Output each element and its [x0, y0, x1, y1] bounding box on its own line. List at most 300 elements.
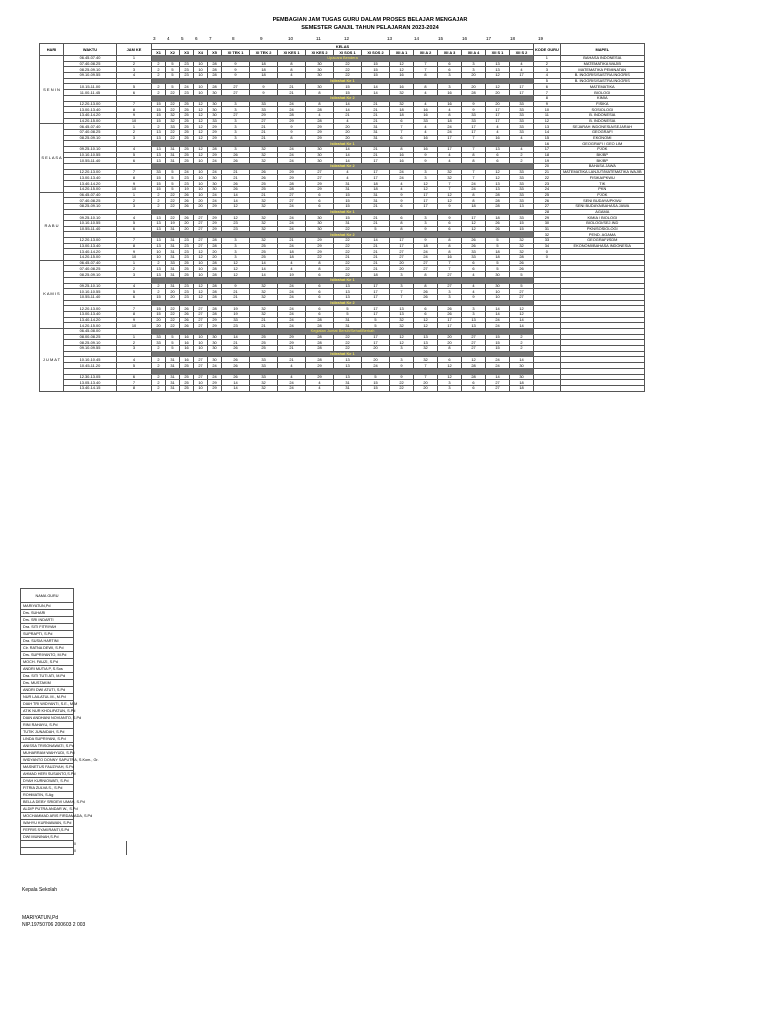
teacher-code-cell: 10 [194, 340, 208, 346]
jam-ke-cell: 6 [117, 294, 152, 300]
teacher-code-cell: 16 [438, 90, 462, 96]
teacher-code-cell: 4 [462, 283, 486, 289]
break-cell: Istirahat Ke 2 [152, 232, 534, 238]
teacher-code-cell: 29 [306, 363, 334, 369]
teacher-code-cell: 10 [194, 169, 208, 175]
teacher-code-cell: 23 [180, 283, 194, 289]
teacher-code-cell: 12 [194, 152, 208, 158]
teacher-code-cell: 6 [306, 203, 334, 209]
teacher-code-cell: 4 [510, 61, 534, 67]
teacher-code-cell: 5 [362, 323, 390, 329]
teacher-code-cell: 29 [208, 135, 222, 141]
teacher-code-cell: 24 [208, 158, 222, 164]
teacher-code-cell: 32 [438, 169, 462, 175]
teacher-code-cell: 24 [278, 158, 306, 164]
teacher-code-cell: 17 [414, 198, 438, 204]
teacher-code-cell: 16 [390, 73, 414, 79]
teacher-code-cell: 13 [152, 220, 166, 226]
teacher-code-cell: 26 [486, 226, 510, 232]
teacher-code-cell: 28 [208, 238, 222, 244]
teacher-code-cell: 12 [194, 118, 208, 124]
teacher-code-cell: 2 [152, 346, 166, 352]
teacher-code-cell: 31 [166, 255, 180, 261]
class-header: XII A 1 [390, 50, 414, 56]
teacher-code-cell: 17 [362, 294, 390, 300]
teacher-code-cell: 16 [414, 135, 438, 141]
teacher-code-cell: 28 [208, 294, 222, 300]
teacher-code-cell: 26 [250, 169, 278, 175]
teacher-code-cell: 17 [462, 215, 486, 221]
teacher-code-cell: 20 [180, 226, 194, 232]
kode-guru-cell: 20 [534, 164, 561, 170]
teacher-code-cell: 22 [334, 272, 362, 278]
class-header: XII S 1 [486, 50, 510, 56]
spacer [74, 617, 127, 624]
mapel-cell: EKONOMI/BAHASA INDONESIA [560, 243, 644, 249]
column-number: 14 [414, 36, 420, 41]
teacher-code-cell: 5 [362, 226, 390, 232]
time-cell: 09.25-10.10 [64, 215, 117, 221]
teacher-code-cell: 18 [486, 215, 510, 221]
column-number: 6 [195, 36, 198, 41]
teacher-code-cell: 21 [278, 346, 306, 352]
teacher-code-cell: 3 [438, 294, 462, 300]
teacher-list-header: NAMA GURU [21, 589, 74, 603]
teacher-code-cell: 25 [180, 118, 194, 124]
teacher-code-cell: 16 [486, 135, 510, 141]
teacher-code-cell: 6 [306, 294, 334, 300]
teacher-name [21, 841, 74, 848]
break-cell: Istirahat Ke 1 [152, 141, 534, 147]
teacher-code-cell: 14 [250, 272, 278, 278]
jam-ke-cell: 8 [117, 243, 152, 249]
teacher-code-cell: 14 [222, 385, 250, 391]
teacher-code-cell: 23 [180, 181, 194, 187]
teacher-code-cell: 33 [208, 118, 222, 124]
teacher-code-cell: 23 [180, 90, 194, 96]
teacher-code-cell: 15 [334, 203, 362, 209]
kode-guru-cell: 9 [534, 101, 561, 107]
teacher-code-cell: 18 [250, 73, 278, 79]
teacher-code-cell: 12 [486, 175, 510, 181]
teacher-code-cell: 32 [250, 294, 278, 300]
teacher-code-cell: 30 [208, 101, 222, 107]
teacher-code-cell: 20 [486, 90, 510, 96]
teacher-code-cell: 4 [414, 90, 438, 96]
spacer [74, 638, 127, 645]
kode-guru-cell: 4 [534, 73, 561, 79]
teacher-code-cell: 20 [334, 129, 362, 135]
teacher-code-cell: 6 [462, 266, 486, 272]
teacher-code-cell: 27 [390, 255, 414, 261]
teacher-code-cell: 20 [208, 249, 222, 255]
teacher-code-cell: 20 [180, 220, 194, 226]
teacher-code-cell: 7 [390, 294, 414, 300]
teacher-code-cell: 24 [278, 215, 306, 221]
mapel-cell: GEOGRAFI [560, 129, 644, 135]
teacher-code-cell: 31 [362, 198, 390, 204]
jam-ke-cell: 6 [117, 158, 152, 164]
teacher-code-cell: 4 [510, 67, 534, 73]
teacher-code-cell: 22 [334, 243, 362, 249]
teacher-code-cell: 15 [334, 198, 362, 204]
teacher-code-cell: 18 [250, 61, 278, 67]
teacher-code-cell: 6 [390, 203, 414, 209]
teacher-code-cell: 33 [414, 118, 438, 124]
teacher-code-cell: 8 [414, 84, 438, 90]
teacher-code-cell: 14 [486, 306, 510, 312]
teacher-code-cell: 26 [414, 294, 438, 300]
teacher-name: ROHMATIN, S.Ag [21, 792, 74, 799]
kode-guru-cell: 18 [534, 152, 561, 158]
teacher-code-cell: 10 [194, 260, 208, 266]
kode-guru-header: KODE GURU [534, 44, 561, 56]
teacher-code-cell: 33 [510, 101, 534, 107]
teacher-code-cell: 5 [166, 169, 180, 175]
teacher-code-cell: 13 [414, 340, 438, 346]
teacher-code-cell: 20 [438, 340, 462, 346]
teacher-code-cell: 25 [250, 346, 278, 352]
mapel-cell: SEJARAH INDONESIA/SEJARAH [560, 124, 644, 130]
teacher-code-cell: 3 [222, 238, 250, 244]
teacher-code-cell: 26 [222, 374, 250, 380]
teacher-code-cell: 4 [390, 181, 414, 187]
jam-ke-cell: 2 [117, 198, 152, 204]
spacer [74, 631, 127, 638]
teacher-code-cell: 16 [414, 147, 438, 153]
break-cell: Istirahat Ke 1 [152, 78, 534, 84]
teacher-code-cell: 26 [222, 363, 250, 369]
spacer [74, 827, 127, 834]
teacher-code-cell: 19 [180, 186, 194, 192]
teacher-code-cell: 22 [166, 90, 180, 96]
teacher-code-cell: 6 [462, 380, 486, 386]
teacher-code-cell: 12 [194, 101, 208, 107]
jam-ke-cell: 8 [117, 107, 152, 113]
page-title-2: SEMESTER GANJIL TAHUN PELAJARAN 2023-2024 [301, 25, 439, 31]
teacher-code-cell: 6 [414, 306, 438, 312]
teacher-code-cell: 17 [462, 129, 486, 135]
teacher-code-cell: 29 [208, 226, 222, 232]
teacher-code-cell: 17 [362, 334, 390, 340]
teacher-code-cell: 2 [510, 158, 534, 164]
kode-guru-cell: 5 [534, 78, 561, 84]
teacher-code-cell: 4 [334, 169, 362, 175]
teacher-code-cell: 31 [334, 323, 362, 329]
teacher-code-cell: 31 [166, 385, 180, 391]
teacher-code-cell: 5 [334, 306, 362, 312]
time-cell: 14.20-15.00 [64, 323, 117, 329]
jam-ke-cell: 1 [117, 260, 152, 266]
teacher-code-cell: 3 [222, 118, 250, 124]
teacher-code-cell: 24 [278, 147, 306, 153]
teacher-name: NUR LAILATUL M., M.Pd [21, 694, 74, 701]
teacher-code-cell: 21 [362, 249, 390, 255]
teacher-code-cell: 24 [278, 385, 306, 391]
mapel-cell: B. INDONESIA [560, 118, 644, 124]
teacher-code-cell: 28 [462, 90, 486, 96]
teacher-code-cell: 30 [208, 112, 222, 118]
teacher-code-cell: 2 [152, 357, 166, 363]
teacher-code-cell: 5 [166, 186, 180, 192]
teacher-code-cell: 16 [390, 84, 414, 90]
teacher-code-cell: 33 [510, 112, 534, 118]
teacher-code-cell: 2 [152, 67, 166, 73]
teacher-code-cell: 26 [222, 357, 250, 363]
hari-header: HARI [40, 44, 64, 56]
teacher-code-cell: 28 [306, 323, 334, 329]
teacher-code-cell: 18 [390, 107, 414, 113]
teacher-code-cell: 18 [278, 249, 306, 255]
time-cell: 10.10-10.55 [64, 152, 117, 158]
spacer [74, 750, 127, 757]
teacher-code-cell: 21 [278, 357, 306, 363]
class-header: XI TEK 2 [250, 50, 278, 56]
teacher-name: Dra. SUSIA HARTINI [21, 638, 74, 645]
teacher-code-cell: 17 [362, 158, 390, 164]
teacher-code-cell: 27 [306, 169, 334, 175]
teacher-code-cell: 28 [306, 107, 334, 113]
teacher-code-cell: 26 [222, 181, 250, 187]
teacher-code-cell: 7 [390, 124, 414, 130]
teacher-code-cell: 27 [390, 249, 414, 255]
teacher-code-cell: 5 [166, 61, 180, 67]
teacher-code-cell: 32 [390, 90, 414, 96]
teacher-code-cell: 18 [510, 385, 534, 391]
teacher-code-cell: 25 [180, 124, 194, 130]
teacher-code-cell: 25 [180, 112, 194, 118]
teacher-code-cell: 26 [250, 175, 278, 181]
teacher-code-cell: 13 [334, 363, 362, 369]
teacher-code-cell: 18 [510, 380, 534, 386]
class-header: X5 [208, 50, 222, 56]
teacher-code-cell: 10 [194, 61, 208, 67]
jam-ke-cell: 3 [117, 346, 152, 352]
teacher-code-cell: 12 [194, 135, 208, 141]
teacher-code-cell: 24 [486, 317, 510, 323]
teacher-code-cell: 25 [250, 186, 278, 192]
teacher-code-cell: 28 [306, 346, 334, 352]
jam-ke-cell: 4 [117, 357, 152, 363]
teacher-code-cell: 27 [194, 220, 208, 226]
teacher-code-cell: 33 [510, 118, 534, 124]
mapel-cell: B. INDONESIA [560, 112, 644, 118]
time-cell: 10.10-10.45 [64, 357, 117, 363]
jam-ke-cell: 2 [117, 129, 152, 135]
teacher-name: FITRIA ZULVA S., S.Pd [21, 785, 74, 792]
teacher-code-cell: 29 [278, 175, 306, 181]
teacher-code-cell: 27 [222, 90, 250, 96]
teacher-code-cell: 31 [334, 380, 362, 386]
teacher-code-cell: 25 [180, 266, 194, 272]
teacher-code-cell: 4 [486, 129, 510, 135]
teacher-code-cell: 12 [194, 147, 208, 153]
teacher-code-cell: 22 [166, 323, 180, 329]
teacher-code-cell: 6 [438, 226, 462, 232]
kode-guru-cell: 0 [534, 249, 561, 255]
teacher-count: 0 [74, 841, 127, 848]
teacher-code-cell: 18 [462, 203, 486, 209]
teacher-code-cell: 10 [194, 385, 208, 391]
teacher-code-cell: 12 [438, 363, 462, 369]
time-cell: 14.20-15.00 [64, 255, 117, 261]
teacher-code-cell: 4 [462, 289, 486, 295]
kode-guru-cell: 34 [534, 243, 561, 249]
teacher-code-cell: 21 [362, 260, 390, 266]
teacher-code-cell: 31 [166, 380, 180, 386]
teacher-code-cell: 5 [510, 283, 534, 289]
teacher-code-cell: 2 [152, 84, 166, 90]
spacer [74, 589, 127, 603]
teacher-code-cell: 8 [438, 243, 462, 249]
teacher-code-cell: 2 [152, 260, 166, 266]
teacher-code-cell: 28 [462, 374, 486, 380]
teacher-code-cell: 15 [152, 294, 166, 300]
teacher-name: TUTIK JUNAIDAH, S.Pd [21, 729, 74, 736]
teacher-code-cell: 24 [390, 169, 414, 175]
teacher-code-cell: 27 [194, 215, 208, 221]
teacher-code-cell: 15 [152, 175, 166, 181]
class-header: XI KES 1 [278, 50, 306, 56]
time-cell: 13.40-14.20 [64, 317, 117, 323]
teacher-code-cell: 29 [278, 118, 306, 124]
teacher-code-cell: 31 [166, 238, 180, 244]
teacher-code-cell: 30 [510, 363, 534, 369]
teacher-code-cell: 20 [390, 266, 414, 272]
teacher-code-cell: 32 [510, 249, 534, 255]
break-cell: Upacara Bendera [152, 56, 534, 62]
column-number: 16 [462, 36, 468, 41]
teacher-code-cell: 22 [334, 260, 362, 266]
teacher-code-cell: 21 [250, 124, 278, 130]
teacher-code-cell: 8 [390, 226, 414, 232]
teacher-code-cell: 29 [208, 152, 222, 158]
teacher-code-cell: 27 [462, 340, 486, 346]
teacher-code-cell: 2 [152, 363, 166, 369]
teacher-code-cell: 29 [208, 129, 222, 135]
teacher-code-cell: 14 [362, 84, 390, 90]
teacher-code-cell: 9 [438, 215, 462, 221]
teacher-code-cell: 9 [390, 363, 414, 369]
teacher-code-cell: 26 [438, 311, 462, 317]
teacher-code-cell: 24 [180, 169, 194, 175]
teacher-code-cell: 7 [438, 266, 462, 272]
teacher-code-cell: 27 [222, 84, 250, 90]
teacher-code-cell: 13 [486, 147, 510, 153]
teacher-code-cell: 25 [180, 385, 194, 391]
teacher-code-cell: 2 [152, 198, 166, 204]
column-number: 13 [387, 36, 393, 41]
teacher-code-cell: 29 [306, 249, 334, 255]
teacher-code-cell: 20 [414, 385, 438, 391]
time-cell: 08.25-09.10 [64, 340, 117, 346]
jam-ke-cell: 9 [117, 181, 152, 187]
teacher-code-cell: 24 [278, 294, 306, 300]
teacher-code-cell: 14 [334, 152, 362, 158]
teacher-code-cell: 19 [278, 272, 306, 278]
teacher-code-cell: 13 [152, 135, 166, 141]
mapel-cell: GEOGRAFI/SDM [560, 238, 644, 244]
teacher-code-cell: 25 [250, 181, 278, 187]
teacher-code-cell: 27 [194, 311, 208, 317]
teacher-code-cell: 24 [278, 101, 306, 107]
teacher-code-cell: 20 [152, 317, 166, 323]
teacher-code-cell: 5 [510, 272, 534, 278]
teacher-code-cell: 9 [414, 158, 438, 164]
teacher-code-cell: 31 [166, 147, 180, 153]
teacher-code-cell: 12 [222, 260, 250, 266]
teacher-code-cell: 15 [152, 181, 166, 187]
kode-guru-cell: 3 [534, 67, 561, 73]
teacher-code-cell: 9 [390, 192, 414, 198]
teacher-code-cell: 24 [278, 203, 306, 209]
teacher-name: WIDYANTO DONNY SAPUTRA, S.Kom., Gr. [21, 757, 74, 764]
teacher-code-cell: 22 [390, 380, 414, 386]
teacher-code-cell: 27 [414, 260, 438, 266]
teacher-code-cell: 15 [152, 112, 166, 118]
kode-guru-cell: 15 [534, 135, 561, 141]
teacher-code-cell: 27 [278, 198, 306, 204]
teacher-code-cell: 6 [306, 289, 334, 295]
teacher-code-cell: 25 [250, 243, 278, 249]
teacher-code-cell: 26 [180, 306, 194, 312]
teacher-code-cell: 16 [180, 334, 194, 340]
teacher-code-cell: 9 [278, 124, 306, 130]
teacher-code-cell: 20 [152, 323, 166, 329]
day-label: J U M A T [40, 329, 64, 392]
teacher-code-cell: 4 [306, 385, 334, 391]
teacher-code-cell: 27 [510, 289, 534, 295]
teacher-code-cell: 20 [486, 101, 510, 107]
teacher-code-cell: 3 [222, 135, 250, 141]
teacher-code-cell: 24 [486, 357, 510, 363]
teacher-name: ANDRI DWI ATUTI, S.Pd [21, 687, 74, 694]
teacher-code-cell: 20 [462, 73, 486, 79]
teacher-code-cell: 15 [362, 67, 390, 73]
teacher-code-cell: 15 [334, 84, 362, 90]
jam-ke-cell: 3 [117, 272, 152, 278]
teacher-code-cell: 21 [222, 169, 250, 175]
teacher-code-cell: 21 [250, 135, 278, 141]
teacher-code-cell: 3 [438, 380, 462, 386]
teacher-code-cell: 20 [208, 255, 222, 261]
teacher-code-cell: 21 [250, 323, 278, 329]
teacher-code-cell: 24 [486, 323, 510, 329]
teacher-code-cell: 17 [438, 147, 462, 153]
teacher-code-cell: 27 [194, 306, 208, 312]
jam-ke-cell: 8 [117, 175, 152, 181]
teacher-code-cell: 25 [250, 334, 278, 340]
teacher-code-cell: 15 [152, 101, 166, 107]
teacher-code-cell: 4 [278, 266, 306, 272]
teacher-code-cell: 4 [462, 272, 486, 278]
teacher-code-cell: 28 [278, 181, 306, 187]
teacher-code-cell: 15 [152, 118, 166, 124]
teacher-code-cell: 17 [510, 73, 534, 79]
teacher-code-cell: 8 [306, 101, 334, 107]
jam-ke-cell: 7 [117, 380, 152, 386]
teacher-code-cell: 8 [462, 158, 486, 164]
teacher-code-cell: 25 [180, 135, 194, 141]
teacher-code-cell: 26 [462, 238, 486, 244]
teacher-code-cell: 8 [462, 192, 486, 198]
teacher-code-cell: 3 [222, 243, 250, 249]
teacher-code-cell: 18 [250, 67, 278, 73]
teacher-code-cell: 23 [180, 255, 194, 261]
break-cell: Istirahat Ke 1 [152, 351, 534, 357]
teacher-code-cell: 9 [222, 283, 250, 289]
teacher-code-cell: 12 [194, 124, 208, 130]
